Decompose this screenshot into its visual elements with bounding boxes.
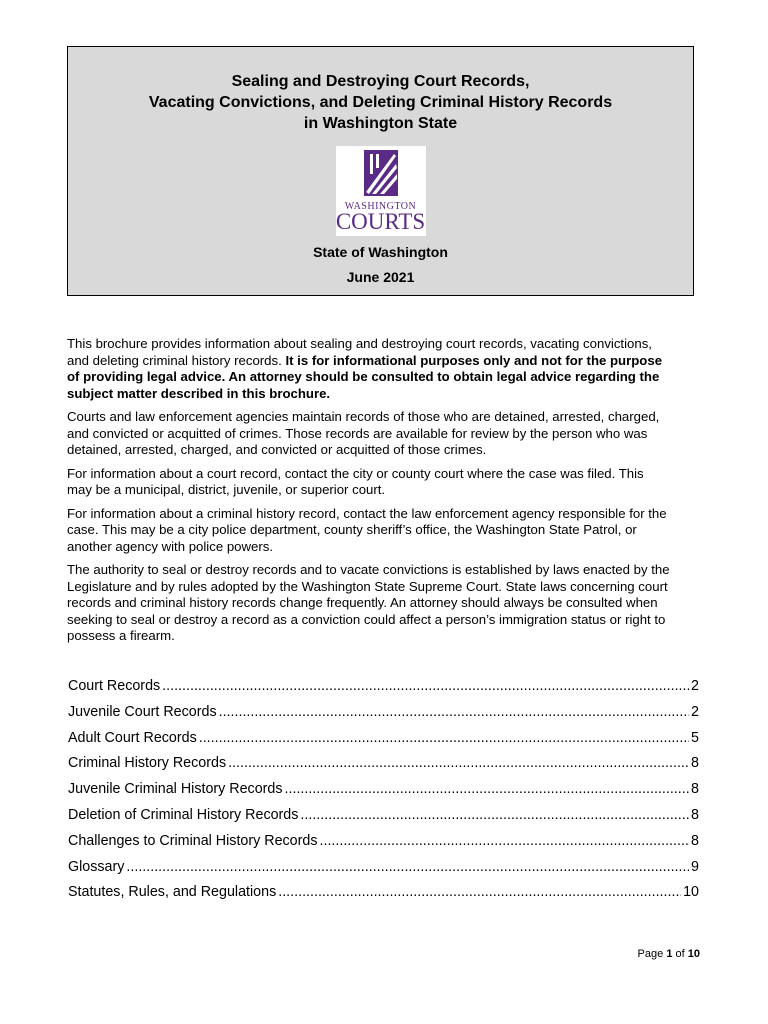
- toc-entry-title: Glossary: [68, 858, 125, 875]
- toc-leader-dots: [300, 805, 689, 825]
- text-line: For information about a criminal history record, contact the law enforcement agency responsible for the: [67, 505, 667, 521]
- toc-entry[interactable]: [68, 882, 699, 908]
- toc-entry-title: Deletion of Criminal History Records: [68, 806, 299, 823]
- bold-run: It is for informational purposes only and not for the purpose: [285, 352, 663, 368]
- document-title: [68, 71, 693, 134]
- logo-word-washington: WASHINGTON: [344, 201, 417, 212]
- toc-entry[interactable]: [68, 728, 699, 754]
- toc-leader-dots: [278, 882, 681, 902]
- toc-leader-dots: [162, 676, 689, 696]
- text-line: detained, arrested, charged, and convicted or acquitted of those crimes.: [67, 442, 487, 457]
- toc-entry-page: 9: [691, 858, 699, 875]
- of-label: of: [675, 948, 685, 960]
- toc-leader-dots: [199, 728, 689, 748]
- bold-line: subject matter described in this brochure.: [67, 385, 331, 401]
- text-line: seeking to seal or destroy a record as a conviction could affect a person’s immigration status or right to: [67, 611, 666, 627]
- text-line: records and criminal history records change frequently. An attorney should always be consulted when: [67, 595, 658, 610]
- title-line: Vacating Convictions, and Deleting Criminal History Records: [148, 94, 613, 111]
- page-footer: [638, 948, 700, 960]
- intro-paragraph-4: [67, 506, 707, 556]
- toc-entry-title: Juvenile Criminal History Records: [68, 781, 283, 798]
- intro-paragraph-3: [67, 466, 707, 499]
- toc-entry[interactable]: [68, 676, 699, 702]
- text-line: Legislature and by rules adopted by the Washington State Supreme Court. State laws concerning court: [67, 578, 668, 594]
- toc-entry-title: Court Records: [68, 678, 161, 694]
- intro-paragraph-2: [67, 409, 707, 459]
- toc-entry-title: Challenges to Criminal History Records: [68, 832, 318, 849]
- text-line: case. This may be a city police department, county sheriff’s office, the Washington State Patrol, or: [67, 522, 637, 537]
- text-line: Courts and law enforcement agencies maintain records of those who are detained, arrested, charged,: [67, 409, 660, 424]
- toc-leader-dots: [320, 831, 690, 851]
- text-line: For information about a court record, contact the city or county court where the case was filed. This: [67, 465, 644, 481]
- intro-paragraph-5: [67, 562, 707, 645]
- title-line: Sealing and Destroying Court Records,: [231, 73, 530, 90]
- text-line: and convicted or acquitted of crimes. Those records are available for review by the person who was: [67, 425, 648, 441]
- toc-entry-page: 8: [691, 806, 699, 823]
- toc-entry[interactable]: [68, 805, 699, 831]
- toc-leader-dots: [219, 702, 689, 722]
- text-line: possess a firearm.: [67, 628, 175, 643]
- toc-leader-dots: [228, 753, 689, 773]
- page-label: Page: [637, 948, 664, 960]
- publication-date: June 2021: [346, 269, 415, 285]
- toc-entry-page: 2: [691, 703, 699, 720]
- toc-entry[interactable]: [68, 831, 699, 857]
- logo-word-courts: COURTS: [335, 209, 426, 234]
- bold-line: of providing legal advice. An attorney should be consulted to obtain legal advice regarding the: [67, 369, 660, 384]
- text-line: another agency with police powers.: [67, 538, 273, 554]
- text-line: This brochure provides information about sealing and destroying court records, vacating convictions,: [67, 336, 652, 351]
- text-line: [67, 353, 707, 370]
- toc-entry[interactable]: [68, 857, 699, 883]
- toc-entry-page: 8: [691, 832, 699, 849]
- page-total: 10: [687, 948, 700, 960]
- intro-paragraph-1: [67, 336, 707, 402]
- text-line: may be a municipal, district, juvenile, or superior court.: [67, 482, 386, 497]
- toc-entry[interactable]: [68, 753, 699, 779]
- toc-leader-dots: [285, 779, 690, 799]
- toc-entry-title: Adult Court Records: [68, 729, 197, 746]
- washington-courts-logo: [336, 146, 426, 236]
- toc-entry-page: 2: [691, 678, 699, 694]
- text-run: and deleting criminal history records.: [67, 352, 286, 368]
- toc-entry-page: 8: [691, 755, 699, 772]
- toc-entry[interactable]: [68, 779, 699, 805]
- page-number: 1: [666, 948, 673, 960]
- title-box: [67, 46, 694, 296]
- toc-entry-page: 5: [691, 729, 699, 746]
- state-name: State of Washington: [313, 244, 448, 260]
- intro-text: [67, 336, 707, 652]
- toc-entry-page: 8: [691, 781, 699, 798]
- title-line: in Washington State: [303, 115, 458, 132]
- text-line: The authority to seal or destroy records and to vacate convictions is established by laws enacted by the: [67, 562, 670, 577]
- toc-entry-page: 10: [683, 884, 699, 901]
- toc-leader-dots: [126, 857, 689, 877]
- courts-emblem-icon: [336, 146, 426, 202]
- toc-entry-title: Statutes, Rules, and Regulations: [68, 884, 277, 901]
- toc-entry-title: Juvenile Court Records: [68, 703, 217, 720]
- table-of-contents: [68, 676, 699, 908]
- toc-entry[interactable]: [68, 702, 699, 728]
- toc-entry-title: Criminal History Records: [68, 755, 227, 772]
